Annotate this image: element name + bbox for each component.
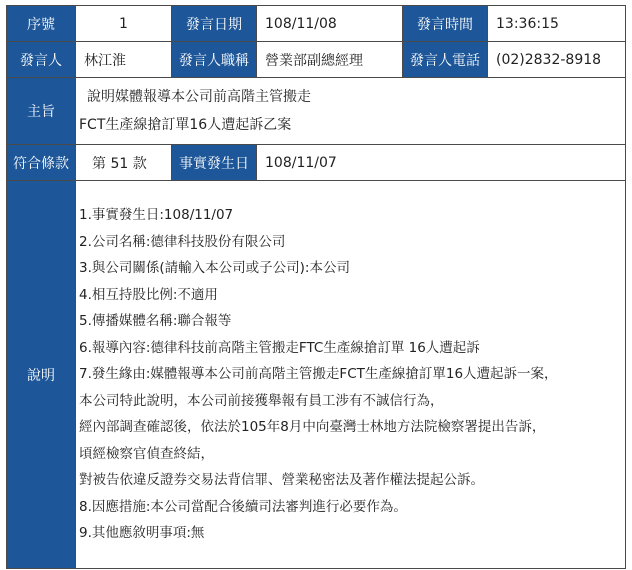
subject-line: FCT生產線搶訂單16人遭起訴乙案 xyxy=(79,117,292,133)
speaker-phone-value: (02)2832-8918 xyxy=(488,42,626,78)
description-line: 頃經檢察官偵查終結， xyxy=(79,445,214,462)
description-line: 4.相互持股比例:不適用 xyxy=(79,286,218,303)
speaker-phone-label: 發言人電話 xyxy=(403,42,488,78)
speaker-title-label: 發言人職稱 xyxy=(172,42,257,78)
description-label: 說明 xyxy=(7,181,76,569)
date-value: 108/11/08 xyxy=(257,6,403,42)
subject-line: 說明媒體報導本公司前高階主管搬走 xyxy=(87,89,311,105)
description-line: 6.報導內容:德律科技前高階主管搬走FTC生產線搶訂單 16人遭起訴 xyxy=(79,339,480,356)
description-body xyxy=(76,181,626,569)
description-line: 8.因應措施:本公司當配合後續司法審判進行必要作為。 xyxy=(79,498,407,515)
description-line: 9.其他應敘明事項:無 xyxy=(79,525,205,542)
description-line: 本公司特此說明，本公司前接獲舉報有員工涉有不誠信行為， xyxy=(79,392,444,409)
time-value: 13:36:15 xyxy=(488,6,626,42)
announcement-table xyxy=(6,5,626,569)
description-line: 對被告依違反證券交易法背信罪、營業秘密法及著作權法提起公訴。 xyxy=(79,472,484,489)
seq-label: 序號 xyxy=(7,6,76,42)
event-date-label: 事實發生日 xyxy=(172,145,257,181)
description-line: 2.公司名稱:德律科技股份有限公司 xyxy=(79,233,286,250)
speaker-value: 林江淮 xyxy=(76,42,172,78)
subject-value xyxy=(76,78,626,145)
subject-label: 主旨 xyxy=(7,78,76,145)
event-date-value: 108/11/07 xyxy=(257,145,626,181)
clause-value: 第 51 款 xyxy=(76,145,172,181)
speaker-label: 發言人 xyxy=(7,42,76,78)
description-line: 1.事實發生日:108/11/07 xyxy=(79,207,234,224)
description-line: 5.傳播媒體名稱:聯合報等 xyxy=(79,313,232,330)
description-line: 7.發生緣由:媒體報導本公司前高階主管搬走FCT生產線搶訂單16人遭起訴一案， xyxy=(79,366,558,383)
time-label: 發言時間 xyxy=(403,6,488,42)
date-label: 發言日期 xyxy=(172,6,257,42)
clause-label: 符合條款 xyxy=(7,145,76,181)
speaker-title-value: 營業部副總經理 xyxy=(257,42,403,78)
description-line: 經內部調查確認後，依法於105年8月中向臺灣士林地方法院檢察署提出告訴， xyxy=(79,419,546,436)
seq-value: 1 xyxy=(76,6,172,42)
description-line: 3.與公司關係(請輸入本公司或子公司):本公司 xyxy=(79,260,350,277)
